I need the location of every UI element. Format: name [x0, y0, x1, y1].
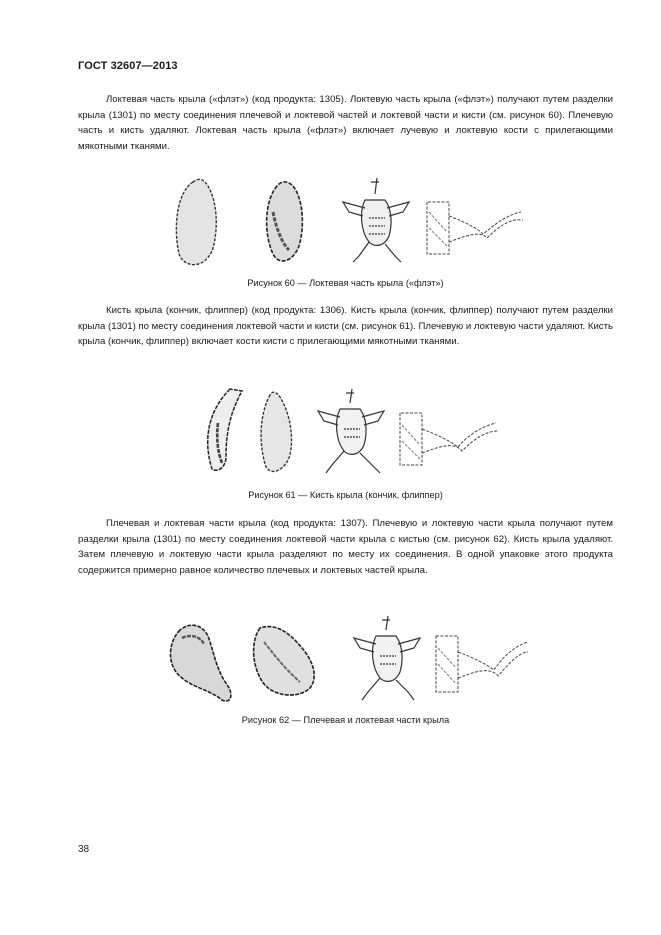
paragraph-1307: Плечевая и локтевая части крыла (код продукта: 1307). Плечевую и локтевую части крыла получают путем разделки крыла (1301) по месту соединения локтевой части крыла с кистью (см. рисунок 62). Кисть крыла удаляют. Затем плечевую и локтевую части крыла разделяют по месту их соединения. В одной упаковке этого продукта содержится примерно равное количество плечевых и локтевых частей крыла.	[78, 518, 613, 576]
figure-62	[160, 612, 530, 712]
paragraph-1306: Кисть крыла (кончик, флиппер) (код продукта: 1306). Кисть крыла (кончик, флиппер) получают путем разделки крыла (1301) по месту соединения локтевой части и кисти (см. рисунок 61). Плечевую и локтевую части удаляют. Кисть крыла (кончик, флиппер) включает кости кисти с прилегающими мякотными тканями.	[78, 305, 613, 348]
figure-62-forearm-part	[254, 627, 315, 695]
caption-figure-61: Рисунок 61 — Кисть крыла (кончик, флиппер)	[248, 490, 443, 500]
page-number: 38	[78, 844, 90, 855]
caption-figure-62: Рисунок 62 — Плечевая и локтевая части крыла	[241, 715, 450, 725]
caption-figure-60: Рисунок 60 — Локтевая часть крыла («флэт»)	[247, 278, 444, 288]
figure-62-carcass-diagram	[354, 616, 420, 700]
figure-60-cut-scheme	[427, 202, 523, 254]
figure-61-cut-scheme	[400, 413, 498, 465]
figure-61-wing-tip-2	[261, 392, 291, 471]
figure-61-wing-tip-1	[208, 389, 242, 470]
figure-61-carcass-diagram	[318, 389, 384, 473]
figure-60	[165, 172, 525, 272]
figure-62-cut-scheme	[436, 636, 528, 692]
paragraph-1305: Локтевая часть крыла («флэт») (код продукта: 1305). Локтевую часть крыла («флэт») получают путем разделки крыла (1301) по месту соединения плечевой и локтевой частей и локтевой части и кисти (см. рисунок 60). Плечевую часть и кисть удаляют. Локтевая часть крыла («флэт») включает лучевую и локтевую кости с прилегающими мякотными тканями.	[78, 94, 613, 152]
figure-62-upper-wing-part	[171, 625, 231, 701]
figure-60-meat-piece-1	[176, 179, 216, 264]
figure-60-meat-piece-2	[267, 182, 303, 261]
document-code-header: ГОСТ 32607—2013	[78, 60, 178, 72]
figure-61	[190, 383, 500, 483]
figure-60-carcass-diagram	[343, 178, 409, 262]
